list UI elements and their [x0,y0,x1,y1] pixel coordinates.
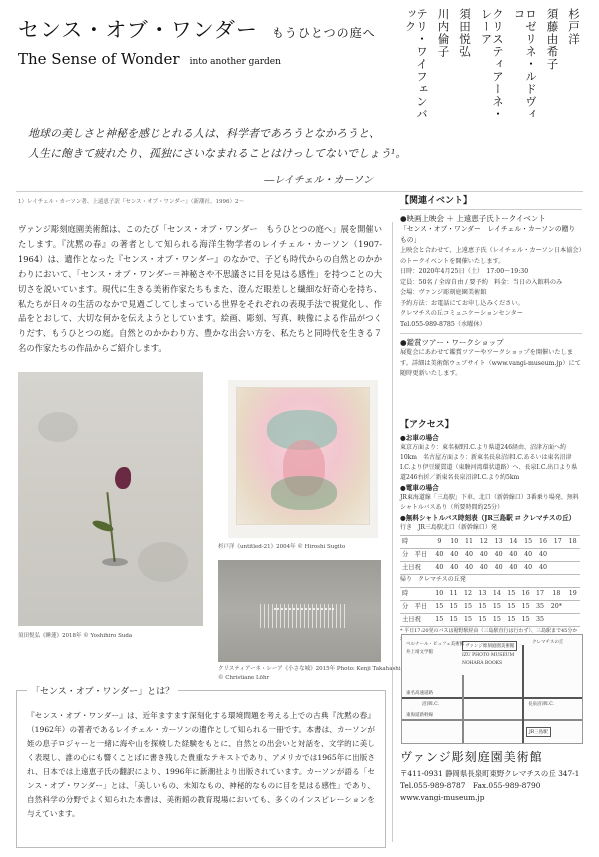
divider [16,191,583,192]
timetable-cell: 15 [461,614,475,627]
subtitle-en: into another garden [189,57,281,67]
quote [28,124,406,164]
caption-line: クリスティアーネ・レーア《小さな城》2015年 Photo: Kenji Takahashi [218,666,401,672]
timetable-cell: 40 [432,562,447,575]
event-film-reserve: 予約方法：お電話にてお申し込みください。 [400,299,524,307]
timetable-row-label: 分 平日 [400,549,432,562]
page-title-en [18,50,281,68]
access-train-title: ●電車の場合 [400,484,439,492]
timetable-cell [565,562,580,575]
timetable-cell: 15 [504,601,518,614]
timetable-cell: 40 [432,549,447,562]
title-en: The Sense of Wonder [18,50,180,68]
timetable-cell: 15 [475,614,489,627]
access-car-title: ●お車の場合 [400,434,439,442]
map-rail [402,719,583,721]
timetable-cell: 35 [533,614,547,627]
timetable-cell: 40 [521,562,536,575]
timetable-cell: 40 [447,549,462,562]
bus-note: * 平日17:20発のバスは裾野駅経由（三島駅直行は行わず）、三島駅まで45分か [400,628,578,634]
museum-tel: Tel.055-989-8787 Fax.055-989-8790 [400,781,541,790]
artist-list [404,8,579,128]
timetable-header-cell: 16 [518,588,532,601]
timetable-cell: 40 [462,549,477,562]
access-map [401,634,583,744]
artist-name: 須藤由希子 [545,8,560,71]
timetable-header-cell: 9 [432,536,447,549]
timetable-cell: 15 [490,601,504,614]
map-clematis: クレマチスの丘 [532,640,564,645]
access-car-text: 東京方面より：東名裾野I.C.より県道246経由、沼津方面へ約10km 名古屋方面より：新東名長泉沼津I.C.あるいは東名沼津I.C.より伊豆縦貫道（東駿河湾環状道路）へ、長泉I.C.出口より県道246右折／新東名長泉沼津I.C.より約5km [400,444,578,481]
timetable-header-cell: 14 [506,536,521,549]
timetable-cell: 15 [518,614,532,627]
event-film-tel: Tel.055-989-8785（水曜休） [400,320,486,328]
museum-info [400,768,579,804]
artwork-photo-lohr [218,560,381,662]
timetable-header-cell: 15 [504,588,518,601]
timetable-cell: 15 [518,601,532,614]
timetable-cell [550,549,565,562]
museum-web[interactable]: www.vangi-museum.jp [400,793,485,802]
artist-name: 川内倫子 [436,8,451,58]
timetable-cell: 15 [446,601,460,614]
map-road [402,697,583,699]
timetable-cell: 40 [506,562,521,575]
timetable-cell [547,614,565,627]
timetable-cell: 40 [536,562,551,575]
divider [400,209,582,210]
events-section [400,193,582,380]
map-mishima: JR三島駅 [526,727,551,737]
map-road [522,645,524,744]
museum-address: 〒411-0931 静岡県長泉町東野クレマチスの丘 347-1 [400,769,580,778]
timetable-cell [550,562,565,575]
event-film-date: 日時：2020年4月25日（土） 17:00〜19:30 [400,268,529,275]
timetable-header-cell: 18 [565,536,580,549]
map-nohara: NOHARA BOOKS [462,661,503,666]
event-film-venue: 会場：ヴァンジ彫刻庭園美術館 [400,289,487,296]
access-section [400,433,582,643]
access-bus-title: ●無料シャトルバス時刻表（JR三島駅 ⇄ クレマチスの丘） [400,514,576,522]
timetable-header-cell: 10 [432,588,446,601]
photo-caption: 須田悦弘《睡蓮》2018年 © Yoshihiro Suda [18,633,133,639]
map-bernard: ベルナール・ビュフェ美術館 [406,642,465,647]
timetable-cell: 20* [547,601,565,614]
timetable-row-label: 分 平日 [400,601,432,614]
timetable-cell [565,601,580,614]
bus-timetable-outbound [400,535,580,575]
photo-caption [218,665,401,683]
timetable-row [400,601,580,614]
timetable-cell [565,549,580,562]
timetable-cell: 15 [490,614,504,627]
timetable-cell: 15 [446,614,460,627]
timetable-header-cell: 13 [491,536,506,549]
timetable-row-label: 土日祝 [400,614,432,627]
museum-name: ヴァンジ彫刻庭園美術館 [400,750,543,764]
timetable-cell: 15 [432,601,446,614]
timetable-row [400,549,580,562]
wall-texture [138,542,188,582]
event-tour-title: ●鑑賞ツアー・ワークショップ [400,338,504,347]
timetable-cell: 40 [476,562,491,575]
timetable-header-cell: 19 [565,588,580,601]
timetable-row [400,614,580,627]
artist-name: テリ・ワイフェンバック [403,8,429,121]
map-highway: 東名高速道路 [406,691,433,696]
timetable-header-cell: 17 [533,588,547,601]
timetable-cell: 40 [476,549,491,562]
caption-line: © Christiane Löhr [218,675,270,681]
map-numazu: 沼津I.C. [422,702,439,707]
event-film-desc: 上映会と合わせて、上遠恵子氏（レイチェル・カーソン日本協会）のトークイベントを開催いたします。 [400,247,582,265]
timetable-row-label: 土日祝 [400,562,432,575]
timetable-cell: 40 [491,549,506,562]
map-museum-label: ヴァンジ彫刻庭園美術館 [462,641,517,651]
timetable-header-row [400,536,580,549]
wall-texture [38,412,78,442]
photo-caption: 杉戸洋《untitled-21》2004年 © Hiroshi Sugito [218,544,346,550]
timetable-header-cell: 時 [400,588,432,601]
intro-text: ヴァンジ彫刻庭園美術館は、このたび「センス・オブ・ワンダー もうひとつの庭へ」展を開催いたします。『沈黙の春』の著者として知られる海洋生物学者のレイチェル・カーソン（1907-1964）は、遺作となった『センス・オブ・ワンダー』のなかで、子ども時代からの自然とのかかわりにおいて、「センス・オブ・ワンダー＝神秘さや不思議さに目を見はる感性」を持つことの大切さを説いています。現代に生きる美術作家たちもまた、澄んだ眼差しと繊細な好奇心を持ち、私たちが日々の生活のなかで見過ごしてしまっている世界をそれぞれの表現手法で視覚化し、作品をとおして、大切な何かを伝えようとしています。絵画、彫刻、写真、映像による作品がつくりだす、もうひとつの庭。自然とのかかわり方、豊かな出会い方を、私たちと同時代を生きる７名の作家たちの作品からご紹介します。 [18,224,382,354]
timetable-header-cell: 16 [536,536,551,549]
artist-name: 杉戸洋 [567,8,581,46]
map-road [462,675,464,744]
artist-name: ロゼリネ・ルドヴィコ [512,8,538,121]
timetable-header-cell: 15 [521,536,536,549]
about-title: 「センス・オブ・ワンダー」とは？ [27,684,178,697]
timetable-cell: 40 [536,549,551,562]
event-film-fee: 定員：50名 / 全席自由 / 要予約 料金：当日の入館料のみ [400,278,563,286]
access-heading: 【アクセス】 [400,420,454,430]
map-izu-photo: IZU PHOTO MUSEUM [462,653,515,658]
title-jp: センス・オブ・ワンダー [18,18,258,42]
art-strands [260,604,346,628]
bus-out-title: 行き JR三島駅北口（新幹線口）発 [400,524,497,531]
timetable-cell: 40 [521,549,536,562]
event-tour-desc: 展覧会にあわせて鑑賞ツアーやワークショップを開催いたします。詳細は美術館ウェブサイト（www.vangi-museum.jp）にて随時更新いたします。 [400,349,581,377]
timetable-header-cell: 10 [447,536,462,549]
timetable-cell: 40 [447,562,462,575]
quote-line: 地球の美しさと神秘を感じとれる人は、科学者であろうとなかろうと、 [28,127,380,140]
artwork-photo-suda [18,372,203,626]
timetable-cell: 40 [462,562,477,575]
art-shape [271,476,337,510]
artwork [236,387,370,525]
divider [400,333,582,334]
flower [115,467,131,489]
timetable-header-cell: 時 [400,536,432,549]
shadow [102,558,128,566]
timetable-header-row [400,588,580,601]
timetable-header-cell: 12 [476,536,491,549]
artist-name: 須田悦弘 [458,8,472,58]
timetable-cell [565,614,580,627]
access-train-text: JR東海道線「三島駅」下車、北口（新幹線口）3番乗り場発、無料シャトルバスあり（所要時間約25分） [400,494,579,511]
footnote: 1）レイチェル・カーソン著、上遠恵子訳『センス・オブ・ワンダー』（新潮社、1996）2〜 [18,199,245,205]
subtitle-jp: もうひとつの庭へ [271,26,376,40]
map-shinkansen: 東海道新幹線 [406,713,433,718]
map-nagaizumi: 長泉沼津I.C. [528,702,554,707]
map-inoue: 井上靖文学館 [406,650,433,655]
timetable-cell: 35 [533,601,547,614]
event-film-title: ●映画上映会 ＋ 上遠恵子氏トークイベント [400,214,546,223]
quote-line: 人生に飽きて疲れたり、孤独にさいなまれることはけっしてないでしょう¹。 [28,147,407,160]
column-divider [392,222,393,842]
about-text: 『センス・オブ・ワンダー』は、近年ますます深刻化する環境問題を考える上での古典『沈黙の春』（1962年）の著者であるレイチェル・カーソンの遺作として知られる一冊です。本書は、カーソンが姪の息子ロジャーと一緒に海や山を探検した経験をもとに、自然との出会いと対話を、文学的に美しく表現し、誰の心にも響くことばに書き残した貴重なテキストであり、アメリカでは1965年に出版され、日本では上遠恵子氏の翻訳により、1996年に新潮社より出版されています。カーソンが語る「センス・オブ・ワンダー」とは、「美しいもの、未知なもの、神秘的なものに目を見はる感性」であり、自然科学の分野でよく知られた本書は、美術館の教育現場においても、多くのインスピレーションを与えています。 [27,711,375,818]
bus-back-title: 帰り クレマチスの丘発 [400,576,466,583]
timetable-header-cell: 11 [446,588,460,601]
timetable-cell: 15 [504,614,518,627]
timetable-header-cell: 13 [475,588,489,601]
timetable-cell: 40 [506,549,521,562]
timetable-row [400,562,580,575]
timetable-cell: 40 [491,562,506,575]
timetable-cell: 15 [461,601,475,614]
timetable-cell: 15 [475,601,489,614]
artist-name: クリスティアーネ・レーア [479,8,505,121]
quote-author: ―レイチェル・カーソン [264,175,373,186]
timetable-header-cell: 17 [550,536,565,549]
timetable-header-cell: 11 [462,536,477,549]
page-title [18,14,376,44]
timetable-header-cell: 14 [490,588,504,601]
bus-timetable-return [400,587,580,627]
timetable-header-cell: 18 [547,588,565,601]
artwork-photo-sugito [228,380,378,538]
timetable-cell: 15 [432,614,446,627]
event-film-name: 「センス・オブ・ワンダー レイチェル・カーソンの贈りもの」 [400,225,576,244]
event-film-contact: クレマチスの丘コミュニケーションセンター [400,310,523,317]
timetable-header-cell: 12 [461,588,475,601]
events-heading: 【関連イベント】 [400,196,473,206]
about-box [16,687,386,848]
